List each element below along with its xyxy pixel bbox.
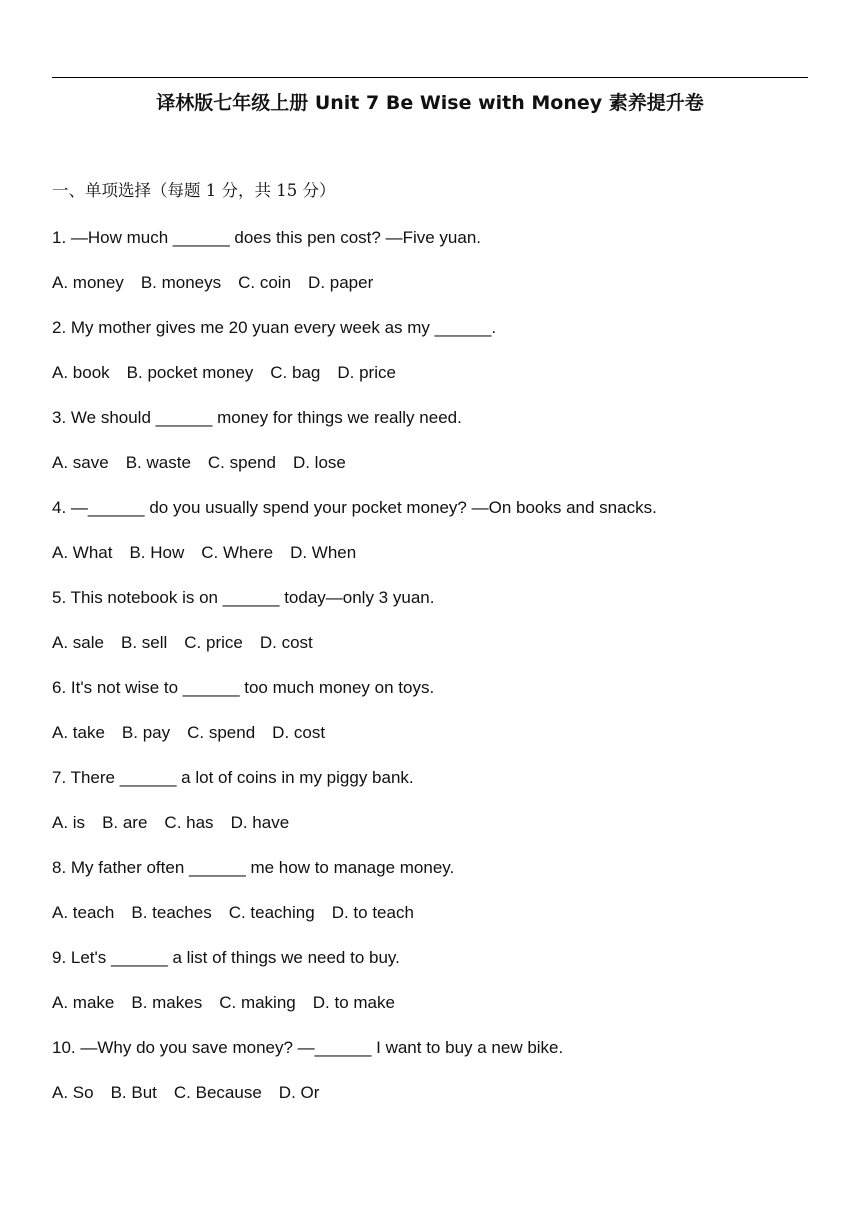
header-rule xyxy=(52,77,808,78)
question-options xyxy=(52,630,812,675)
question-options xyxy=(52,990,812,1035)
answer-option: D. cost xyxy=(272,723,326,742)
answer-option: B. How xyxy=(129,543,185,562)
question-options xyxy=(52,900,812,945)
question-item xyxy=(52,225,812,315)
question-stem: 4. —______ do you usually spend your pocket money? —On books and snacks. xyxy=(52,498,657,517)
answer-option: D. cost xyxy=(259,633,313,652)
answer-option: B. moneys xyxy=(140,273,222,292)
question-item xyxy=(52,1035,812,1125)
question-item xyxy=(52,945,812,1035)
question-item xyxy=(52,495,812,585)
answer-option: A. sale xyxy=(52,633,104,652)
answer-option: D. have xyxy=(230,813,290,832)
question-options xyxy=(52,1080,812,1125)
section-heading: 一、单项选择（每题 1 分，共 15 分） xyxy=(52,181,336,200)
answer-option: D. to teach xyxy=(331,903,414,922)
answer-option: C. coin xyxy=(238,273,292,292)
question-item xyxy=(52,315,812,405)
answer-option: C. spend xyxy=(187,723,256,742)
answer-option: C. Where xyxy=(201,543,274,562)
question-options xyxy=(52,270,812,315)
answer-option: B. waste xyxy=(125,453,191,472)
answer-option: B. sell xyxy=(120,633,168,652)
answer-option: C. price xyxy=(184,633,243,652)
answer-option: A. is xyxy=(52,813,86,832)
answer-option: A. save xyxy=(52,453,109,472)
question-stem: 6. It's not wise to ______ too much money on toys. xyxy=(52,678,435,697)
question-stem: 8. My father often ______ me how to manage money. xyxy=(52,858,455,877)
question-item xyxy=(52,405,812,495)
question-item xyxy=(52,585,812,675)
question-list xyxy=(52,225,812,1125)
question-options xyxy=(52,450,812,495)
answer-option: B. makes xyxy=(131,993,203,1012)
answer-option: D. price xyxy=(337,363,396,382)
answer-option: D. Or xyxy=(278,1083,320,1102)
question-stem: 1. —How much ______ does this pen cost? —Five yuan. xyxy=(52,228,482,247)
answer-option: C. Because xyxy=(173,1083,262,1102)
answer-option: B. pocket money xyxy=(126,363,254,382)
answer-option: B. pay xyxy=(121,723,171,742)
question-item xyxy=(52,675,812,765)
answer-option: C. teaching xyxy=(228,903,315,922)
answer-option: B. But xyxy=(110,1083,157,1102)
answer-option: A. money xyxy=(52,273,124,292)
question-item xyxy=(52,765,812,855)
answer-option: D. When xyxy=(290,543,357,562)
question-stem: 10. —Why do you save money? —______ I want to buy a new bike. xyxy=(52,1038,564,1057)
answer-option: C. bag xyxy=(270,363,321,382)
answer-option: A. teach xyxy=(52,903,115,922)
question-stem: 7. There ______ a lot of coins in my piggy bank. xyxy=(52,768,414,787)
document-title: 译林版七年级上册 Unit 7 Be Wise with Money 素养提升卷 xyxy=(156,92,704,114)
answer-option: B. teaches xyxy=(131,903,212,922)
answer-option: A. book xyxy=(52,363,110,382)
question-item xyxy=(52,855,812,945)
answer-option: D. paper xyxy=(308,273,374,292)
answer-option: A. make xyxy=(52,993,115,1012)
answer-option: D. to make xyxy=(312,993,395,1012)
question-stem: 2. My mother gives me 20 yuan every week as my ______. xyxy=(52,318,497,337)
question-stem: 5. This notebook is on ______ today—only 3 yuan. xyxy=(52,588,435,607)
question-options xyxy=(52,360,812,405)
answer-option: A. take xyxy=(52,723,105,742)
answer-option: C. making xyxy=(219,993,296,1012)
answer-option: C. has xyxy=(164,813,214,832)
answer-option: B. are xyxy=(102,813,148,832)
answer-option: A. So xyxy=(52,1083,94,1102)
question-stem: 9. Let's ______ a list of things we need to buy. xyxy=(52,948,400,967)
question-stem: 3. We should ______ money for things we really need. xyxy=(52,408,462,427)
answer-option: D. lose xyxy=(292,453,346,472)
question-options xyxy=(52,540,812,585)
question-options xyxy=(52,720,812,765)
question-options xyxy=(52,810,812,855)
answer-option: C. spend xyxy=(207,453,276,472)
answer-option: A. What xyxy=(52,543,113,562)
